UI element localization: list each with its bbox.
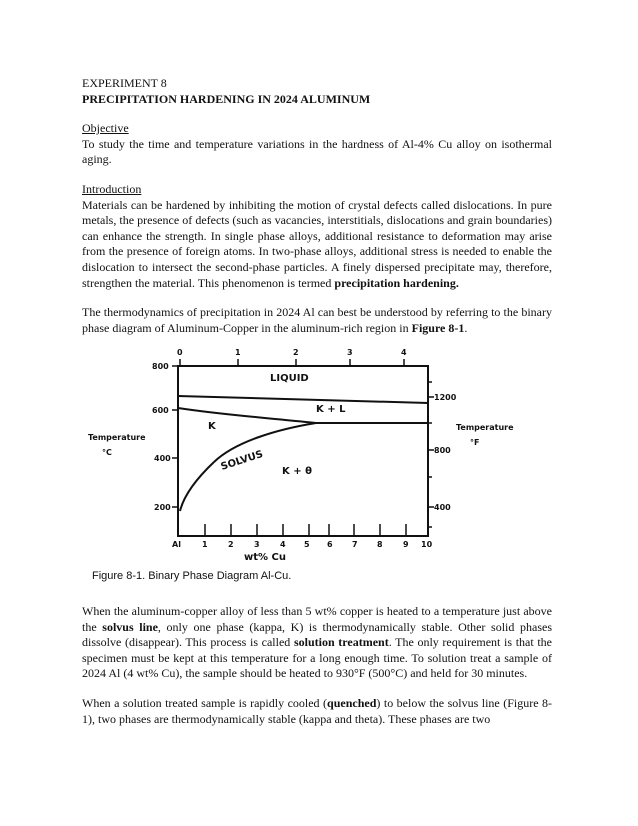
document-body bbox=[82, 604, 552, 727]
left-axis-label-2: °C bbox=[102, 448, 112, 457]
right-axis-label-1: Temperature bbox=[456, 423, 514, 432]
document-title: PRECIPITATION HARDENING IN 2024 ALUMINUM bbox=[82, 91, 371, 106]
left-tick-400: 400 bbox=[154, 454, 171, 463]
region-k-plus-theta: K + θ bbox=[282, 466, 312, 477]
bottom-tick-10: 10 bbox=[421, 540, 433, 549]
solvus-line bbox=[180, 462, 214, 511]
top-tick-3: 3 bbox=[347, 348, 353, 357]
right-tick-800: 800 bbox=[434, 446, 451, 455]
bottom-tick-1: 1 bbox=[202, 540, 208, 549]
figure-reference: Figure 8-1 bbox=[411, 320, 465, 335]
intro-p2-text: The thermodynamics of precipitation in 2024 Al can best be understood by referring to the binary phase diagram of Aluminum-Copper in the aluminum-rich region in bbox=[82, 305, 552, 335]
top-tick-0: 0 bbox=[177, 348, 183, 357]
p1-a: When the aluminum-copper alloy of less than 5 wt% copper is heated to a temperature just above the bbox=[82, 604, 552, 634]
objective-heading: Objective bbox=[82, 121, 129, 136]
intro-p1-text: Materials can be hardened by inhibiting the motion of crystal defects called dislocations. In pure metals, the presence of defects (such as vacancies, interstitials, dislocations and grain boundaries) can enhance the strength. In single phase alloys, additional resistance to deformation may arise from the presence of foreign atoms. In two-phase alloys, additional stress is needed to enable the dislocation to intersect the second-phase particles. A finely dispersed precipitate may, therefore, strengthen the material. This phenomenon is termed bbox=[82, 197, 552, 290]
right-tick-400: 400 bbox=[434, 503, 451, 512]
solvus-label: SOLVUS bbox=[219, 448, 265, 473]
introduction-paragraph-2 bbox=[82, 305, 552, 336]
introduction-paragraph-1 bbox=[82, 198, 552, 292]
bottom-tick-marks bbox=[205, 524, 406, 536]
liquidus-line bbox=[178, 396, 428, 403]
bottom-tick-4: 4 bbox=[280, 540, 286, 549]
region-liquid: LIQUID bbox=[270, 373, 309, 384]
intro-p1-bold: precipitation hardening. bbox=[334, 275, 459, 290]
left-tick-200: 200 bbox=[154, 503, 171, 512]
p2-quenched: quenched bbox=[327, 695, 377, 710]
phase-diagram-figure bbox=[84, 347, 554, 592]
p1-solvus: solvus line bbox=[102, 619, 158, 634]
p2-c: ) to below the solvus line (Figure 8-1), two phases are thermodynamically stable (kappa and theta). These phases are two bbox=[82, 695, 552, 726]
body-paragraph-2 bbox=[82, 696, 552, 727]
p1-solution-treatment: solution treatment bbox=[293, 635, 389, 650]
x-axis-label: wt% Cu bbox=[244, 552, 286, 563]
figure-caption: Figure 8-1. Binary Phase Diagram Al-Cu. bbox=[92, 570, 292, 582]
p2-a: When a solution treated sample is rapidly cooled ( bbox=[82, 695, 328, 710]
document-page bbox=[82, 76, 552, 336]
bottom-tick-2: 2 bbox=[228, 540, 234, 549]
objective-text: To study the time and temperature variations in the hardness of Al-4% Cu alloy on isothermal aging. bbox=[82, 136, 552, 167]
left-tick-600: 600 bbox=[152, 406, 169, 415]
left-axis-label-1: Temperature bbox=[88, 433, 146, 442]
experiment-number: EXPERIMENT 8 bbox=[82, 76, 167, 90]
right-tick-1200: 1200 bbox=[434, 393, 457, 402]
region-kappa: K bbox=[208, 421, 216, 432]
bottom-tick-7: 7 bbox=[352, 540, 358, 549]
bottom-tick-3: 3 bbox=[254, 540, 260, 549]
body-paragraph-1 bbox=[82, 604, 552, 682]
region-k-plus-l: K + L bbox=[316, 404, 346, 415]
left-tick-800: 800 bbox=[152, 362, 169, 371]
top-tick-4: 4 bbox=[401, 348, 407, 357]
kappa-solvus-upper bbox=[214, 423, 316, 462]
bottom-tick-9: 9 bbox=[403, 540, 409, 549]
top-tick-1: 1 bbox=[235, 348, 241, 357]
plot-frame bbox=[178, 366, 428, 536]
right-axis-label-2: °F bbox=[470, 438, 480, 447]
bottom-tick-6: 6 bbox=[327, 540, 333, 549]
bottom-tick-al: Al bbox=[172, 540, 181, 549]
top-tick-marks bbox=[180, 359, 404, 366]
introduction-heading: Introduction bbox=[82, 181, 142, 196]
bottom-tick-8: 8 bbox=[377, 540, 383, 549]
intro-p2-end: . bbox=[464, 320, 468, 335]
phase-diagram bbox=[84, 347, 554, 572]
top-tick-2: 2 bbox=[293, 348, 299, 357]
p1-c: , only one phase (kappa, K) is thermodynamically stable. Other solid phases dissolve (disappear). This process is called bbox=[82, 619, 552, 650]
bottom-tick-5: 5 bbox=[304, 540, 310, 549]
p1-e: . The only requirement is that the specimen must be kept at this temperature for a long enough time. To solution treat a sample of 2024 Al (4 wt% Cu), the sample should be heated to 930°F (500°C) and held for 30 minutes. bbox=[82, 635, 552, 681]
